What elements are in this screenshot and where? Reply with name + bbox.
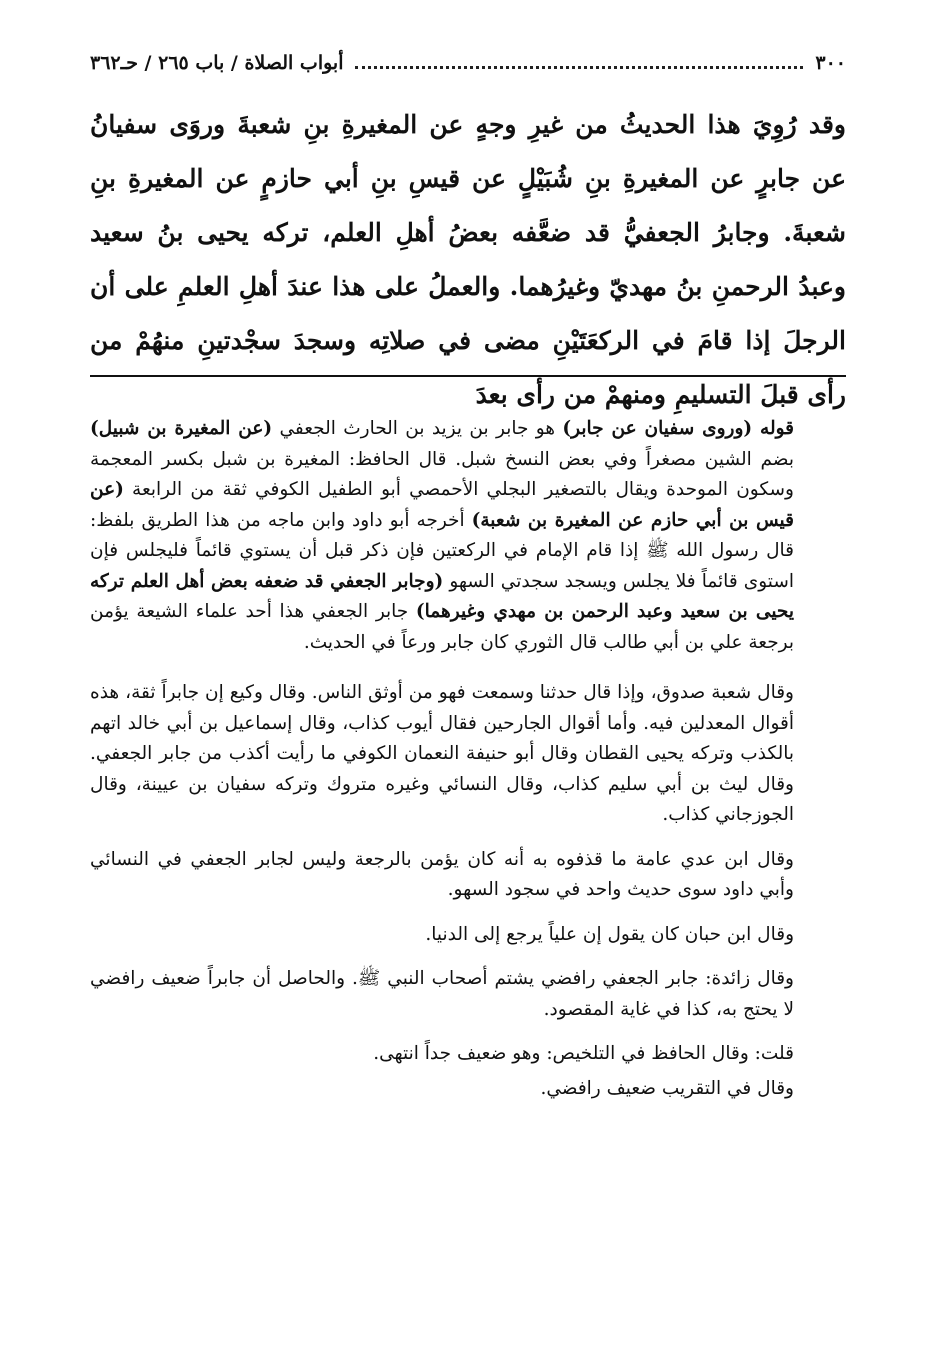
commentary-paragraph-7: وقال في التقريب ضعيف رافضي.	[540, 1077, 794, 1099]
commentary-text: بضم الشين مصغراً وفي بعض النسخ شبل. قال الحافظ: المغيرة بن شبل بكسر المعجمة وسكون الموحدة ويقال بالتصغير البجلي الأحمصي أبو الطفيل الكوفي ثقة من الرابعة	[90, 448, 794, 500]
commentary-paragraph-6: قلت: وقال الحافظ في التلخيص: وهو ضعيف جداً انتهى.	[373, 1043, 794, 1064]
commentary-paragraph-4: وقال ابن حبان كان يقول إن علياً يرجع إلى الدنيا.	[425, 923, 794, 945]
page-number: ٣٠٠	[815, 52, 846, 74]
commentary-paragraph-5: وقال زائدة: جابر الجعفي رافضي يشتم أصحاب النبي ﷺ. والحاصل أن جابراً ضعيف رافضي لا يحتج به، كذا في غاية المقصود.	[90, 968, 794, 1020]
page-header	[90, 46, 846, 80]
commentary-text: أخرجه أبو داود وابن ماجه من هذا الطريق بلفظ: قال رسول الله ﷺ إذا قام الإمام في الركعتين فإن ذكر قبل أن يستوي قائماً فليجلس فإن استوى قائماً فلا يجلس ويسجد سجدتي السهو	[90, 509, 794, 592]
commentary-text: جابر الجعفي هذا أحد علماء الشيعة يؤمن برجعة علي بن أبي طالب قال الثوري كان جابر ورعاً في الحديث.	[90, 601, 794, 653]
commentary-block	[90, 414, 846, 1118]
footnote-separator	[90, 375, 846, 377]
header-dotted-leader	[355, 66, 803, 69]
main-paragraph: وقد رُوِيَ هذا الحديثُ من غيرِ وجهٍ عن المغيرةِ بنِ شعبةَ وروَى سفيانُ عن جابرٍ عن المغيرةِ بنِ شُبَيْلٍ عن قيسِ بنِ أبي حازمٍ عن المغيرةِ بنِ شعبةَ. وجابرُ الجعفيُّ قد ضعَّفه بعضُ أهلِ العلم، تركه يحيى بنُ سعيد وعبدُ الرحمنِ بنُ مهديّ وغيرُهما. والعملُ على هذا عندَ أهلِ العلمِ على أن الرجلَ إذا قامَ في الركعَتَيْنِ مضى في صلاتِه وسجدَ سجْدتينِ منهُمْ من رأى قبلَ التسليمِ ومنهمْ من رأى بعدَ	[90, 110, 846, 409]
main-text-block	[90, 98, 846, 422]
quoted-phrase: (وجابر الجعفي قد ضعفه بعض أهل العلم تركه يحيى بن سعيد وعبد الرحمن بن مهدي وغيرهما)	[90, 570, 794, 622]
running-title: أبواب الصلاة / باب ٢٦٥ / حـ٣٦٢	[90, 52, 344, 74]
quoted-phrase: قوله (وروى سفيان عن جابر)	[562, 418, 794, 439]
commentary-paragraph-2: وقال شعبة صدوق، وإذا قال حدثنا وسمعت فهو من أوثق الناس. وقال وكيع إن جابراً ثقة، هذه أقوال المعدلين فيه. وأما أقوال الجارحين فقال أيوب كذاب، وقال إسماعيل بن أبي خالد اتهم بالكذب وتركه يحيى القطان وقال أبو حنيفة النعمان الكوفي ما رأيت أكذب من جابر الجعفي. وقال ليث بن أبي سليم كذاب، وقال النسائي وغيره متروك وتركه سفيان بن عيينة، وقال الجوزجاني كذاب.	[90, 682, 794, 825]
quoted-phrase: (عن قيس بن أبي حازم عن المغيرة بن شعبة)	[90, 479, 794, 531]
quoted-phrase: (عن المغيرة بن شبيل)	[90, 418, 273, 439]
commentary-paragraph-1	[90, 414, 846, 658]
commentary-paragraph-3: وقال ابن عدي عامة ما قذفوه به أنه كان يؤمن بالرجعة وليس لجابر الجعفي في النسائي وأبي داود سوى حديث واحد في سجود السهو.	[90, 848, 794, 900]
commentary-text: هو جابر بن يزيد بن الحارث الجعفي	[272, 418, 563, 439]
